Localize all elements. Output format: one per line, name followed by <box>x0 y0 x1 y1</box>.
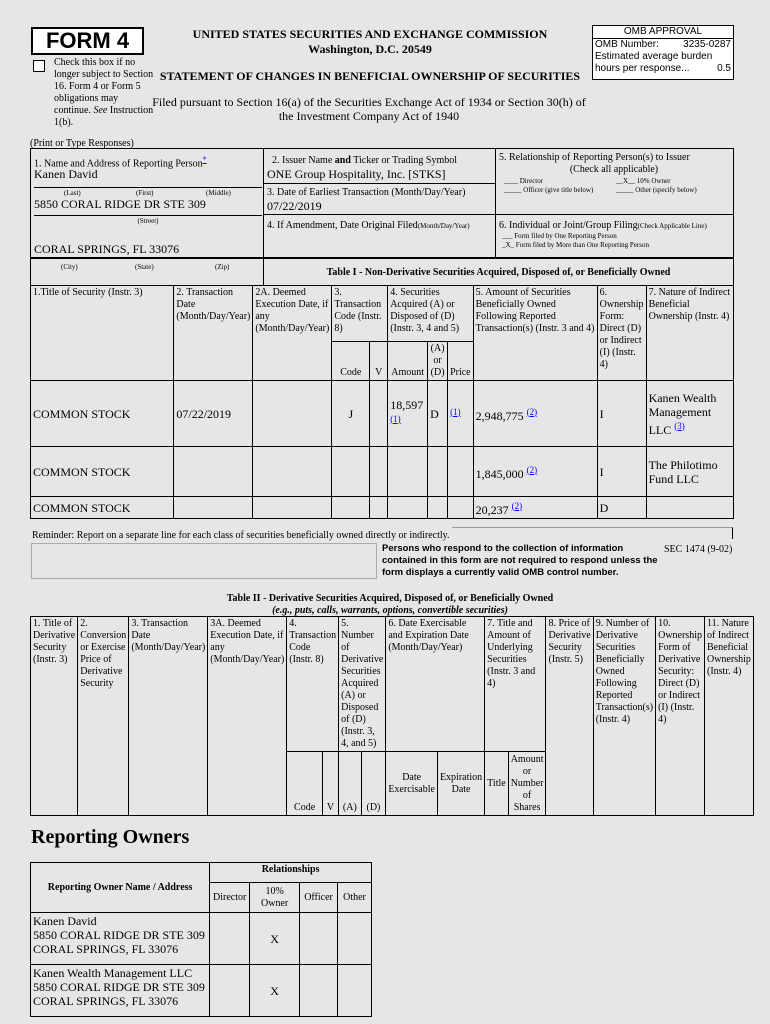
relationship-officer: _____ Officer (give title below) <box>504 186 594 194</box>
t2-col10-header: 10. Ownership Form of Derivative Security: Direct (D) or Indirect (I) (Instr. 4) <box>656 617 705 816</box>
ro-owner-addr1: 5850 CORAL RIDGE DR STE 309 <box>33 980 205 994</box>
earliest-date-section <box>263 183 496 215</box>
ro-owner-cell <box>31 913 210 965</box>
t1-row-amount <box>388 497 428 519</box>
no-longer-subject-checkbox[interactable] <box>33 60 45 72</box>
t1-col2-header: 2. Transaction Date (Month/Day/Year) <box>174 286 253 381</box>
t1-row-deemed <box>253 381 332 447</box>
t1-col6-header: 6. Ownership Form: Direct (D) or Indirect (I) (Instr. 4) <box>597 286 646 381</box>
joint-filing-section <box>495 214 734 258</box>
t1-row-aord <box>428 447 448 497</box>
t1-row-form: D <box>597 497 646 519</box>
t2-col3a-header: 3A. Deemed Execution Date, if any (Month/Day/Year) <box>208 617 287 816</box>
t1-row-owned: 2,948,775 $^{(2)}$ <box>473 381 597 447</box>
print-type: (Print or Type Responses) <box>30 138 134 149</box>
t1-row-date: 07/22/2019 <box>174 381 253 447</box>
relationship-sub: (Check all applicable) <box>569 164 659 175</box>
agency-name: UNITED STATES SECURITIES AND EXCHANGE COMMISSION <box>192 27 548 41</box>
t1-col3-header: 3. Transaction Code (Instr. 8) <box>332 286 388 342</box>
t1-row-form: I <box>597 381 646 447</box>
relationship-director: ____ Director <box>504 177 544 185</box>
t1-sub-v: V <box>370 342 388 381</box>
ro-director-value <box>210 965 250 1017</box>
t2-col3-header: 3. Transaction Date (Month/Day/Year) <box>129 617 208 816</box>
t1-row-title: COMMON STOCK <box>31 497 174 519</box>
state-label: (State) <box>135 263 154 271</box>
t1-col1-header: 1.Title of Security (Instr. 3) <box>31 286 174 381</box>
t1-row-price <box>448 381 474 447</box>
joint-filing-sub: (Check Applicable Line) <box>637 222 707 230</box>
ro-owner-addr2: CORAL SPRINGS, FL 33076 <box>33 942 179 956</box>
joint-filing-one: ___ Form filed by One Reporting Person <box>502 232 617 240</box>
t2-sub-d: (D) <box>361 752 386 816</box>
t1-row-aord <box>428 497 448 519</box>
omb-number-value: 3235-0287 <box>683 39 731 50</box>
t1-row-owned: 1,845,000 $^{(2)}$ <box>473 447 597 497</box>
relationship-other: _____ Other (specify below) <box>616 186 697 194</box>
street-label: (Street) <box>34 215 262 225</box>
footnote-link[interactable]: (2) <box>526 406 538 417</box>
t1-row-date <box>174 497 253 519</box>
t1-col5-header: 5. Amount of Securities Beneficially Owned Following Reported Transaction(s) (Instr. 3 and 4) <box>473 286 597 381</box>
ro-officer-value <box>300 913 338 965</box>
issuer-label-a: 2. Issuer Name <box>272 155 333 166</box>
t2-sub-expiration: Expiration Date <box>437 752 484 816</box>
footnote-link[interactable]: (1) <box>450 406 461 417</box>
middle-label: (Middle) <box>206 189 231 197</box>
t1-row-price <box>448 497 474 519</box>
ro-director-header: Director <box>210 883 250 913</box>
omb-number-label: OMB Number: <box>595 39 659 50</box>
table-row <box>31 965 372 1017</box>
t1-row-v <box>370 381 388 447</box>
earliest-date-label: 3. Date of Earliest Transaction (Month/Day/Year) <box>267 187 466 198</box>
ro-other-value <box>338 965 372 1017</box>
t1-row-amount: 18,597 $^{(1)}$ <box>388 381 428 447</box>
reporting-owners-table <box>30 862 372 1017</box>
t2-sub-amount: Amount or Number of Shares <box>508 752 546 816</box>
t2-sub-a: (A) <box>339 752 361 816</box>
reporting-person-star[interactable]: * <box>202 155 207 164</box>
table2-subtitle: (e.g., puts, calls, warrants, options, convertible securities) <box>272 605 508 616</box>
t1-row-nature <box>646 497 733 519</box>
t1-row-v <box>370 447 388 497</box>
table2-title: Table II - Derivative Securities Acquired, Disposed of, or Beneficially Owned <box>226 593 554 604</box>
t2-sub-date-ex: Date Exercisable <box>386 752 438 816</box>
ro-owner-addr2: CORAL SPRINGS, FL 33076 <box>33 994 179 1008</box>
first-label: (First) <box>136 189 154 197</box>
ro-owner-name: Kanen David <box>33 914 97 928</box>
ro-ten-value: X <box>250 965 300 1017</box>
t2-col4-header: 4. Transaction Code (Instr. 8) <box>287 617 339 752</box>
t1-row-amount <box>388 447 428 497</box>
t2-col11-header: 11. Nature of Indirect Beneficial Ownership (Instr. 4) <box>704 617 753 816</box>
amendment-label: 4. If Amendment, Date Original Filed <box>267 220 418 231</box>
t2-col1-header: 1. Title of Derivative Security (Instr. 3) <box>31 617 78 816</box>
t1-col4-header: 4. Securities Acquired (A) or Disposed of (D) (Instr. 3, 4 and 5) <box>388 286 473 342</box>
t2-sub-v: V <box>322 752 338 816</box>
table1-title: Table I - Non-Derivative Securities Acquired, Disposed of, or Beneficially Owned <box>326 267 671 278</box>
table2 <box>30 616 754 816</box>
reporting-person-address: 5850 CORAL RIDGE DR STE 309 <box>34 197 206 211</box>
statement-title: STATEMENT OF CHANGES IN BENEFICIAL OWNERSHIP OF SECURITIES <box>159 69 581 83</box>
ro-ten-value: X <box>250 913 300 965</box>
ro-name-header: Reporting Owner Name / Address <box>31 863 210 913</box>
relationship-section <box>495 148 734 215</box>
issuer-label-b: Ticker or Trading Symbol <box>353 155 458 166</box>
omb-title: OMB APPROVAL <box>593 26 733 39</box>
city-label: (City) <box>61 263 78 271</box>
relationship-ten-percent: __X__ 10% Owner <box>616 177 671 185</box>
t1-row-v <box>370 497 388 519</box>
agency-city: Washington, D.C. 20549 <box>308 42 432 56</box>
reporting-person-city: CORAL SPRINGS, FL 33076 <box>34 242 180 256</box>
t1-row-nature: The Philotimo Fund LLC <box>646 447 733 497</box>
form-title: FORM 4 <box>45 28 130 53</box>
omb-hours-value: 0.5 <box>717 63 731 74</box>
ro-relationships-header: Relationships <box>210 863 372 883</box>
omb-hours-label: hours per response... <box>595 63 690 74</box>
t1-row-deemed <box>253 447 332 497</box>
issuer-value: ONE Group Hospitality, Inc. [STKS] <box>267 167 446 181</box>
persons-notice: Persons who respond to the collection of information contained in this form are not required to respond unless the form displays a currently valid OMB control number. <box>382 543 658 578</box>
t2-col5-header: 5. Number of Derivative Securities Acquired (A) or Disposed of (D) (Instr. 3, 4, and 5) <box>339 617 386 752</box>
t1-row-code <box>332 497 370 519</box>
table1 <box>30 285 734 519</box>
t2-col6-header: 6. Date Exercisable and Expiration Date (Month/Day/Year) <box>386 617 485 752</box>
t1-sub-aord: (A) or (D) <box>428 342 448 381</box>
t1-sub-code: Code <box>332 342 370 381</box>
ro-officer-value <box>300 965 338 1017</box>
table-row <box>31 447 734 497</box>
t2-sub-code: Code <box>287 752 323 816</box>
form-title-box <box>31 27 144 55</box>
ro-ten-header: 10% Owner <box>250 883 300 913</box>
t1-row-form: I <box>597 447 646 497</box>
filed-pursuant: Filed pursuant to Section 16(a) of the Securities Exchange Act of 1934 or Section 30(h) of the Investment Company Act of 1940 <box>152 95 586 123</box>
t1-row-title: COMMON STOCK <box>31 447 174 497</box>
t2-col9-header: 9. Number of Derivative Securities Beneficially Owned Following Reported Transaction(s) (Instr. 4) <box>593 617 655 816</box>
city-state-zip-labels <box>30 258 264 286</box>
zip-label: (Zip) <box>215 263 230 271</box>
t1-row-code: J <box>332 381 370 447</box>
reminder-line <box>452 527 733 539</box>
ro-director-value <box>210 913 250 965</box>
t1-row-nature: Kanen Wealth Management LLC $^{(3)}$ <box>646 381 733 447</box>
table-row <box>31 381 734 447</box>
t1-row-deemed <box>253 497 332 519</box>
footnote-link[interactable]: (3) <box>674 420 685 431</box>
checkbox-text: Check this box if no longer subject to Section 16. Form 4 or Form 5 obligations may continue. See Instruction 1(b). <box>54 57 154 128</box>
sec-number: SEC 1474 (9-02) <box>664 544 733 555</box>
last-label: (Last) <box>64 189 81 197</box>
footnote-link[interactable]: (1) <box>390 413 401 424</box>
ro-officer-header: Officer <box>300 883 338 913</box>
reporting-person-name: Kanen David <box>34 167 98 181</box>
t1-row-owned: 20,237 $^{(2)}$ <box>473 497 597 519</box>
ro-owner-addr1: 5850 CORAL RIDGE DR STE 309 <box>33 928 205 942</box>
omb-burden-label: Estimated average burden <box>595 51 713 62</box>
ro-owner-name: Kanen Wealth Management LLC <box>33 966 193 980</box>
t2-col7-header: 7. Title and Amount of Underlying Securities (Instr. 3 and 4) <box>485 617 546 752</box>
ro-other-header: Other <box>338 883 372 913</box>
footnote-link[interactable]: (2) <box>526 464 538 475</box>
reporting-person-section <box>30 148 264 258</box>
ro-owner-cell <box>31 965 210 1017</box>
reminder-text: Reminder: Report on a separate line for each class of securities beneficially owned directly or indirectly. <box>32 530 450 541</box>
t1-row-code <box>332 447 370 497</box>
joint-filing-more: _X_ Form filed by More than One Reporting Person <box>502 241 649 249</box>
amendment-sub: (Month/Day/Year) <box>417 222 470 230</box>
joint-filing-label: 6. Individual or Joint/Group Filing <box>499 220 638 231</box>
ro-other-value <box>338 913 372 965</box>
t2-col8-header: 8. Price of Derivative Security (Instr. 5) <box>546 617 593 816</box>
t1-sub-price: Price <box>448 342 474 381</box>
earliest-date-value: 07/22/2019 <box>267 199 322 213</box>
footnote-link[interactable]: (2) <box>511 500 523 511</box>
t1-row-date <box>174 447 253 497</box>
relationship-label: 5. Relationship of Reporting Person(s) to Issuer <box>499 152 690 163</box>
amendment-section <box>263 214 496 258</box>
issuer-label-and: and <box>334 155 351 166</box>
reminder-blank-box <box>31 543 377 579</box>
issuer-section <box>263 148 496 184</box>
t1-row-aord: D <box>428 381 448 447</box>
table1-title-box <box>263 258 734 286</box>
t1-row-title: COMMON STOCK <box>31 381 174 447</box>
t1-col7-header: 7. Nature of Indirect Beneficial Ownership (Instr. 4) <box>646 286 733 381</box>
t2-sub-title: Title <box>485 752 509 816</box>
table-row <box>31 497 734 519</box>
reporting-person-label: 1. Name and Address of Reporting Person <box>34 158 203 170</box>
t1-row-price <box>448 447 474 497</box>
t1-sub-amount: Amount <box>388 342 428 381</box>
t1-col2a-header: 2A. Deemed Execution Date, if any (Month/Day/Year) <box>253 286 332 381</box>
omb-approval-box <box>592 25 734 80</box>
t2-col2-header: 2. Conversion or Exercise Price of Derivative Security <box>78 617 129 816</box>
table-row <box>31 913 372 965</box>
reporting-owners-heading: Reporting Owners <box>31 826 190 848</box>
